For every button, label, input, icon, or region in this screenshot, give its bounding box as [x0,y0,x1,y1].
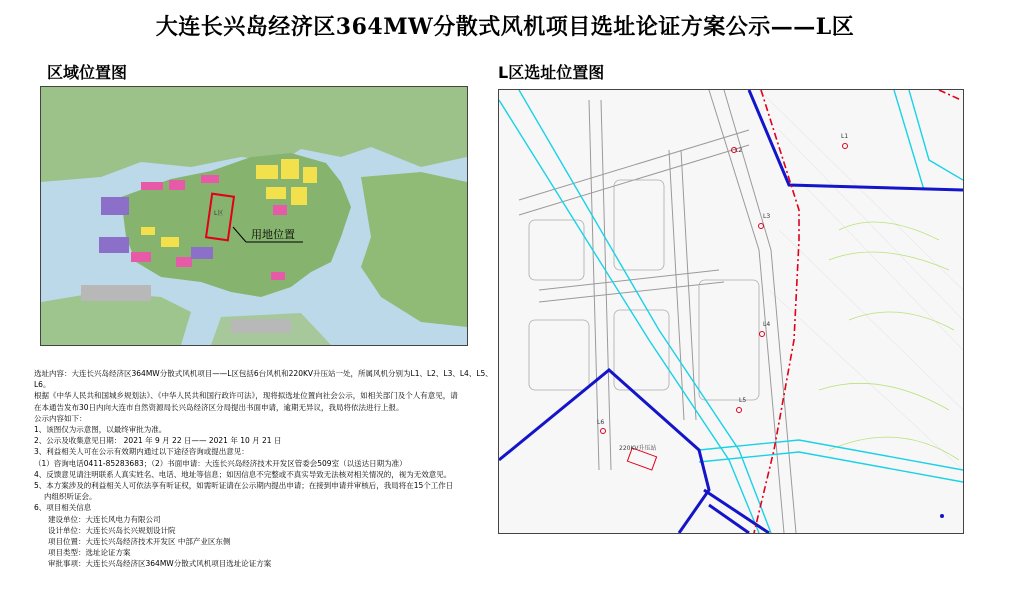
notice-line: 1、该图仅为示意图，以最终审批为准。 [34,425,167,435]
turbine-L6-label: L6 [597,419,605,426]
regional-location-map[interactable] [40,86,468,346]
page-title: 大连长兴岛经济区364MW分散式风机项目选址论证方案公示——L区 [155,14,855,40]
turbine-L4-label: L4 [763,321,771,328]
regional-map-heading: 区域位置图 [47,63,128,82]
notice-line: 项目类型：选址论证方案 [48,548,131,558]
site-tag: L区 [214,210,224,217]
notice-line: 6、项目相关信息 [34,503,92,513]
notice-line: 公示内容如下： [34,413,87,423]
turbine-L1-label: L1 [841,133,849,140]
turbine-L2-label: L2 [735,147,743,154]
notice-line: 项目位置：大连长兴岛经济技术开发区 中部产业区东侧 [48,537,231,547]
site-callout: 用地位置 [251,228,295,241]
notice-line: （1）咨询电话0411-85283683；（2）书面申请：大连长兴岛经济技术开发区管委会509室（以送达日期为准） [34,458,407,468]
notice-line: 设计单位：大连长兴岛长兴规划设计院 [48,525,176,535]
notice-line: 2、公示及收集意见日期： 2021 年 9 月 22 日—— 2021 年 10 月 21 日 [34,436,282,446]
public-notice [34,368,494,570]
notice-line: 建设单位：大连长风电力有限公司 [48,514,161,524]
notice-line: 选址内容：大连长兴岛经济区364MW分散式风机项目——L区包括6台风机和220KV升压站一处，所属风机分别为L1、L2、L3、L4、L5、 [34,369,493,378]
notice-line: 内组织听证会。 [44,492,97,502]
notice-line: L6。 [34,380,51,390]
notice-line: 在本通告发布30日内向大连市自然资源局长兴岛经济区分局提出书面申请，逾期无异议，我局将依法进行上报。 [34,402,404,412]
notice-line: 3、利益相关人可在公示有效期内通过以下途径咨询或提出意见： [34,447,249,457]
regional-map-graphic [41,87,467,345]
site-map-heading: L区选址位置图 [498,63,605,82]
notice-line: 5、本方案涉及的利益相关人可依法享有听证权，如需听证请在公示期内提出申请；在接到申请并审核后，我局将在15个工作日 [34,481,454,491]
notice-line: 审批事项：大连长兴岛经济区364MW分散式风机项目选址论证方案 [48,559,272,569]
turbine-L5-label: L5 [739,397,747,404]
substation-label: 220KV升压站 [619,445,657,452]
notice-line: 根据《中华人民共和国城乡规划法》、《中华人民共和国行政许可法》，现将拟选址位置向社会公示，如相关部门及个人有意见，请 [34,391,458,401]
site-map-graphic [499,90,963,533]
notice-line: 4、反馈意见请注明联系人真实姓名、电话、地址等信息；如因信息不完整或不真实导致无法核对相关情况的，视为无效意见。 [34,469,452,479]
site-selection-map[interactable] [498,89,964,534]
turbine-L3-label: L3 [763,213,771,220]
